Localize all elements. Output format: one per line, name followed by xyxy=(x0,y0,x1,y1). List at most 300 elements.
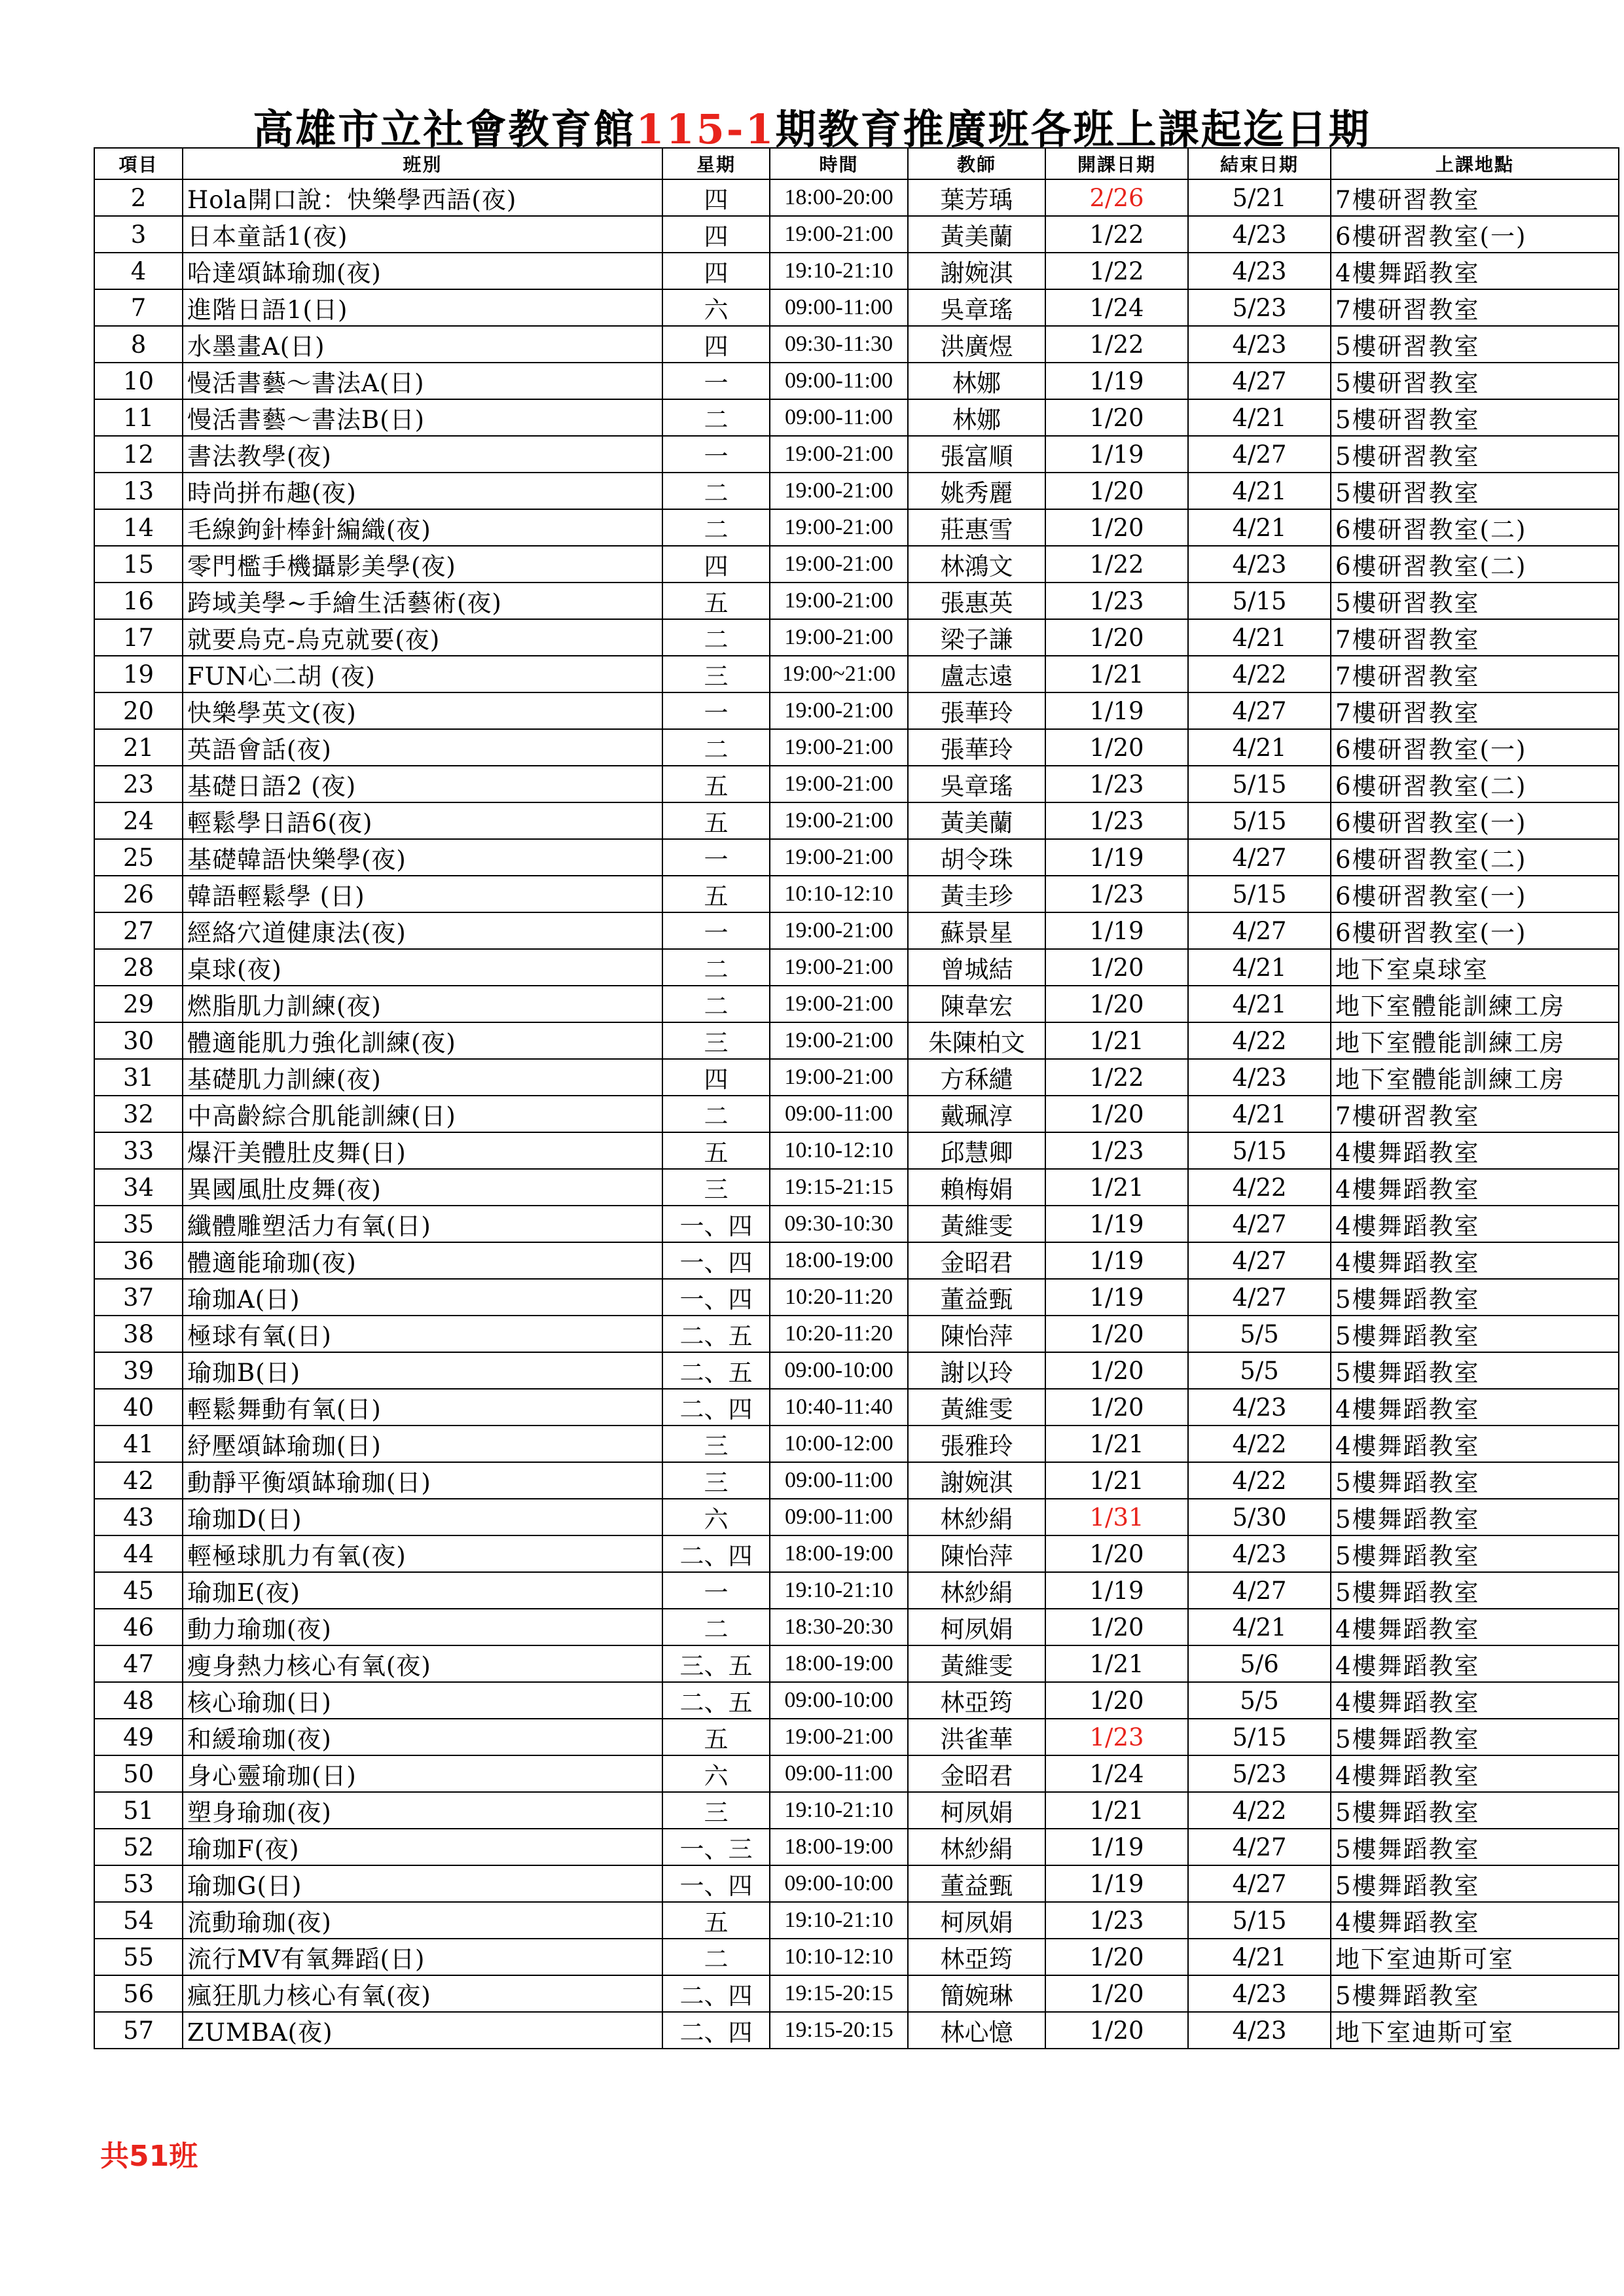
cell-location: 4樓舞蹈教室 xyxy=(1331,1426,1619,1462)
title-suffix: 期教育推廣班各班上課起迄日期 xyxy=(775,105,1371,153)
cell-time: 19:00-21:00 xyxy=(770,619,908,656)
cell-start-date: 1/19 xyxy=(1045,692,1188,729)
cell-time: 09:00-11:00 xyxy=(770,1462,908,1499)
cell-time: 18:30-20:30 xyxy=(770,1609,908,1645)
cell-end-date: 4/22 xyxy=(1188,1022,1331,1059)
cell-no: 54 xyxy=(94,1902,183,1939)
table-row xyxy=(94,1426,1619,1462)
cell-time: 19:00-21:00 xyxy=(770,1022,908,1059)
cell-time: 19:00-21:00 xyxy=(770,912,908,949)
cell-class-name: 和緩瑜珈(夜) xyxy=(183,1719,662,1755)
cell-teacher: 姚秀麗 xyxy=(908,473,1045,509)
cell-teacher: 黃美蘭 xyxy=(908,802,1045,839)
cell-no: 19 xyxy=(94,656,183,692)
cell-class-name: 中高齡綜合肌能訓練(日) xyxy=(183,1096,662,1132)
table-row xyxy=(94,1169,1619,1206)
cell-start-date: 1/19 xyxy=(1045,436,1188,473)
cell-teacher: 謝婉淇 xyxy=(908,253,1045,289)
cell-time: 19:00-21:00 xyxy=(770,986,908,1022)
cell-no: 14 xyxy=(94,509,183,546)
table-row xyxy=(94,1462,1619,1499)
cell-location: 4樓舞蹈教室 xyxy=(1331,1645,1619,1682)
cell-teacher: 吳章瑤 xyxy=(908,289,1045,326)
cell-time: 19:00-21:00 xyxy=(770,509,908,546)
cell-teacher: 洪廣煜 xyxy=(908,326,1045,363)
table-row xyxy=(94,692,1619,729)
page-title xyxy=(0,97,1624,155)
cell-class-name: 體適能肌力強化訓練(夜) xyxy=(183,1022,662,1059)
cell-day: 一 xyxy=(662,692,770,729)
cell-teacher: 胡令珠 xyxy=(908,839,1045,876)
cell-day: 二 xyxy=(662,1609,770,1645)
cell-class-name: 身心靈瑜珈(日) xyxy=(183,1755,662,1792)
table-row xyxy=(94,949,1619,986)
cell-class-name: 動力瑜珈(夜) xyxy=(183,1609,662,1645)
table-row xyxy=(94,1389,1619,1426)
cell-class-name: 桌球(夜) xyxy=(183,949,662,986)
cell-start-date: 1/23 xyxy=(1045,1719,1188,1755)
cell-start-date: 1/23 xyxy=(1045,802,1188,839)
cell-no: 11 xyxy=(94,399,183,436)
cell-end-date: 5/30 xyxy=(1188,1499,1331,1535)
cell-class-name: 燃脂肌力訓練(夜) xyxy=(183,986,662,1022)
cell-class-name: 基礎日語2 (夜) xyxy=(183,766,662,802)
table-row xyxy=(94,179,1619,216)
cell-teacher: 林紗絹 xyxy=(908,1572,1045,1609)
cell-day: 二、四 xyxy=(662,1535,770,1572)
cell-day: 二、五 xyxy=(662,1682,770,1719)
cell-location: 4樓舞蹈教室 xyxy=(1331,1206,1619,1242)
cell-location: 地下室迪斯可室 xyxy=(1331,2012,1619,2049)
cell-location: 6樓研習教室(二) xyxy=(1331,546,1619,583)
cell-class-name: 韓語輕鬆學 (日) xyxy=(183,876,662,912)
cell-time: 10:20-11:20 xyxy=(770,1279,908,1316)
cell-time: 09:00-10:00 xyxy=(770,1865,908,1902)
cell-class-name: 經絡穴道健康法(夜) xyxy=(183,912,662,949)
cell-start-date: 1/21 xyxy=(1045,1462,1188,1499)
class-total: 共51班 xyxy=(100,2140,198,2173)
cell-end-date: 5/23 xyxy=(1188,1755,1331,1792)
cell-time: 19:10-21:10 xyxy=(770,253,908,289)
cell-teacher: 謝婉淇 xyxy=(908,1462,1045,1499)
cell-location: 5樓舞蹈教室 xyxy=(1331,1829,1619,1865)
cell-location: 地下室體能訓練工房 xyxy=(1331,1059,1619,1096)
table-row xyxy=(94,253,1619,289)
table-row xyxy=(94,1645,1619,1682)
cell-day: 一、四 xyxy=(662,1279,770,1316)
cell-class-name: 慢活書藝～書法B(日) xyxy=(183,399,662,436)
cell-no: 46 xyxy=(94,1609,183,1645)
cell-teacher: 林紗絹 xyxy=(908,1829,1045,1865)
cell-start-date: 1/20 xyxy=(1045,1352,1188,1389)
cell-day: 二 xyxy=(662,1096,770,1132)
cell-teacher: 葉芳瑀 xyxy=(908,179,1045,216)
header-end-date: 結束日期 xyxy=(1188,148,1331,179)
cell-class-name: 瘋狂肌力核心有氧(夜) xyxy=(183,1975,662,2012)
cell-class-name: 輕鬆學日語6(夜) xyxy=(183,802,662,839)
cell-end-date: 5/23 xyxy=(1188,289,1331,326)
cell-start-date: 2/26 xyxy=(1045,179,1188,216)
cell-end-date: 4/23 xyxy=(1188,1975,1331,2012)
cell-time: 18:00-19:00 xyxy=(770,1535,908,1572)
cell-start-date: 1/22 xyxy=(1045,216,1188,253)
cell-day: 六 xyxy=(662,1499,770,1535)
cell-location: 7樓研習教室 xyxy=(1331,289,1619,326)
cell-day: 五 xyxy=(662,876,770,912)
cell-end-date: 5/21 xyxy=(1188,179,1331,216)
cell-no: 10 xyxy=(94,363,183,399)
cell-location: 5樓舞蹈教室 xyxy=(1331,1462,1619,1499)
cell-location: 5樓研習教室 xyxy=(1331,583,1619,619)
table-row xyxy=(94,1719,1619,1755)
cell-class-name: FUN心二胡 (夜) xyxy=(183,656,662,692)
cell-end-date: 4/23 xyxy=(1188,253,1331,289)
cell-end-date: 4/21 xyxy=(1188,473,1331,509)
cell-location: 地下室體能訓練工房 xyxy=(1331,1022,1619,1059)
cell-end-date: 5/15 xyxy=(1188,583,1331,619)
cell-time: 09:00-10:00 xyxy=(770,1352,908,1389)
cell-teacher: 張華玲 xyxy=(908,729,1045,766)
cell-no: 30 xyxy=(94,1022,183,1059)
cell-time: 19:00-21:00 xyxy=(770,729,908,766)
cell-end-date: 4/23 xyxy=(1188,1389,1331,1426)
cell-time: 10:40-11:40 xyxy=(770,1389,908,1426)
cell-day: 二 xyxy=(662,986,770,1022)
table-row xyxy=(94,399,1619,436)
table-row xyxy=(94,1829,1619,1865)
cell-location: 4樓舞蹈教室 xyxy=(1331,1682,1619,1719)
cell-class-name: 進階日語1(日) xyxy=(183,289,662,326)
cell-no: 12 xyxy=(94,436,183,473)
cell-teacher: 吳章瑤 xyxy=(908,766,1045,802)
cell-start-date: 1/19 xyxy=(1045,1572,1188,1609)
cell-teacher: 黃圭珍 xyxy=(908,876,1045,912)
cell-class-name: 英語會話(夜) xyxy=(183,729,662,766)
cell-teacher: 張華玲 xyxy=(908,692,1045,729)
table-row xyxy=(94,1206,1619,1242)
cell-time: 18:00-19:00 xyxy=(770,1645,908,1682)
cell-end-date: 4/21 xyxy=(1188,986,1331,1022)
cell-start-date: 1/22 xyxy=(1045,253,1188,289)
cell-end-date: 4/27 xyxy=(1188,1242,1331,1279)
cell-time: 19:00-21:00 xyxy=(770,546,908,583)
cell-class-name: 體適能瑜珈(夜) xyxy=(183,1242,662,1279)
cell-teacher: 林亞筠 xyxy=(908,1939,1045,1975)
cell-class-name: 零門檻手機攝影美學(夜) xyxy=(183,546,662,583)
cell-start-date: 1/20 xyxy=(1045,1682,1188,1719)
cell-end-date: 4/27 xyxy=(1188,1279,1331,1316)
cell-time: 19:00-21:00 xyxy=(770,473,908,509)
cell-time: 19:15-21:15 xyxy=(770,1169,908,1206)
table-row xyxy=(94,583,1619,619)
cell-no: 25 xyxy=(94,839,183,876)
cell-day: 二 xyxy=(662,1939,770,1975)
cell-end-date: 5/15 xyxy=(1188,802,1331,839)
cell-time: 18:00-19:00 xyxy=(770,1242,908,1279)
cell-no: 45 xyxy=(94,1572,183,1609)
cell-start-date: 1/19 xyxy=(1045,912,1188,949)
cell-class-name: 基礎肌力訓練(夜) xyxy=(183,1059,662,1096)
cell-location: 4樓舞蹈教室 xyxy=(1331,1242,1619,1279)
cell-start-date: 1/20 xyxy=(1045,1096,1188,1132)
cell-day: 四 xyxy=(662,326,770,363)
cell-class-name: 水墨畫A(日) xyxy=(183,326,662,363)
cell-no: 8 xyxy=(94,326,183,363)
cell-end-date: 4/21 xyxy=(1188,1939,1331,1975)
cell-location: 6樓研習教室(二) xyxy=(1331,509,1619,546)
cell-no: 3 xyxy=(94,216,183,253)
header-time: 時間 xyxy=(770,148,908,179)
cell-no: 42 xyxy=(94,1462,183,1499)
cell-class-name: 輕鬆舞動有氧(日) xyxy=(183,1389,662,1426)
cell-end-date: 4/27 xyxy=(1188,363,1331,399)
cell-class-name: 瘦身熱力核心有氧(夜) xyxy=(183,1645,662,1682)
cell-day: 二、五 xyxy=(662,1316,770,1352)
cell-day: 二 xyxy=(662,473,770,509)
cell-day: 二 xyxy=(662,509,770,546)
cell-location: 6樓研習教室(一) xyxy=(1331,216,1619,253)
cell-time: 10:00-12:00 xyxy=(770,1426,908,1462)
cell-end-date: 4/23 xyxy=(1188,1535,1331,1572)
cell-location: 7樓研習教室 xyxy=(1331,179,1619,216)
cell-end-date: 5/15 xyxy=(1188,1719,1331,1755)
cell-time: 19:00-21:00 xyxy=(770,1719,908,1755)
cell-time: 09:00-11:00 xyxy=(770,1096,908,1132)
cell-day: 一、四 xyxy=(662,1242,770,1279)
table-row xyxy=(94,216,1619,253)
cell-time: 19:00-21:00 xyxy=(770,949,908,986)
cell-no: 53 xyxy=(94,1865,183,1902)
cell-start-date: 1/19 xyxy=(1045,1865,1188,1902)
cell-teacher: 黃維雯 xyxy=(908,1206,1045,1242)
cell-start-date: 1/20 xyxy=(1045,1975,1188,2012)
cell-end-date: 4/23 xyxy=(1188,326,1331,363)
cell-day: 五 xyxy=(662,1719,770,1755)
cell-day: 二 xyxy=(662,949,770,986)
cell-teacher: 董益甄 xyxy=(908,1865,1045,1902)
table-row xyxy=(94,1609,1619,1645)
table-row xyxy=(94,729,1619,766)
cell-start-date: 1/21 xyxy=(1045,1022,1188,1059)
cell-no: 40 xyxy=(94,1389,183,1426)
table-row xyxy=(94,363,1619,399)
cell-start-date: 1/20 xyxy=(1045,1535,1188,1572)
cell-teacher: 黃美蘭 xyxy=(908,216,1045,253)
cell-teacher: 盧志遠 xyxy=(908,656,1045,692)
cell-no: 39 xyxy=(94,1352,183,1389)
cell-class-name: 就要烏克-烏克就要(夜) xyxy=(183,619,662,656)
cell-end-date: 4/22 xyxy=(1188,1462,1331,1499)
cell-no: 23 xyxy=(94,766,183,802)
cell-end-date: 5/15 xyxy=(1188,876,1331,912)
cell-day: 五 xyxy=(662,583,770,619)
cell-location: 6樓研習教室(二) xyxy=(1331,839,1619,876)
cell-end-date: 4/27 xyxy=(1188,1206,1331,1242)
cell-no: 13 xyxy=(94,473,183,509)
cell-location: 5樓研習教室 xyxy=(1331,473,1619,509)
cell-end-date: 4/23 xyxy=(1188,216,1331,253)
cell-no: 48 xyxy=(94,1682,183,1719)
cell-location: 4樓舞蹈教室 xyxy=(1331,1169,1619,1206)
cell-end-date: 4/27 xyxy=(1188,1829,1331,1865)
cell-no: 20 xyxy=(94,692,183,729)
cell-teacher: 林亞筠 xyxy=(908,1682,1045,1719)
cell-no: 51 xyxy=(94,1792,183,1829)
cell-no: 17 xyxy=(94,619,183,656)
table-row xyxy=(94,1022,1619,1059)
cell-no: 35 xyxy=(94,1206,183,1242)
cell-teacher: 陳韋宏 xyxy=(908,986,1045,1022)
cell-no: 57 xyxy=(94,2012,183,2049)
cell-location: 4樓舞蹈教室 xyxy=(1331,1755,1619,1792)
cell-time: 09:00-11:00 xyxy=(770,1499,908,1535)
cell-day: 三、五 xyxy=(662,1645,770,1682)
table-row xyxy=(94,1572,1619,1609)
cell-end-date: 4/21 xyxy=(1188,399,1331,436)
cell-start-date: 1/21 xyxy=(1045,1645,1188,1682)
table-row xyxy=(94,2012,1619,2049)
cell-class-name: 極球有氧(日) xyxy=(183,1316,662,1352)
cell-time: 09:00-11:00 xyxy=(770,363,908,399)
table-row xyxy=(94,1682,1619,1719)
cell-teacher: 黃維雯 xyxy=(908,1389,1045,1426)
cell-time: 09:00-11:00 xyxy=(770,399,908,436)
cell-class-name: 輕極球肌力有氧(夜) xyxy=(183,1535,662,1572)
table-row xyxy=(94,1499,1619,1535)
cell-teacher: 張雅玲 xyxy=(908,1426,1045,1462)
cell-teacher: 謝以玲 xyxy=(908,1352,1045,1389)
cell-teacher: 林心憶 xyxy=(908,2012,1045,2049)
cell-day: 一 xyxy=(662,1572,770,1609)
cell-location: 6樓研習教室(一) xyxy=(1331,802,1619,839)
cell-no: 52 xyxy=(94,1829,183,1865)
cell-end-date: 4/27 xyxy=(1188,692,1331,729)
cell-class-name: 慢活書藝～書法A(日) xyxy=(183,363,662,399)
cell-start-date: 1/24 xyxy=(1045,1755,1188,1792)
cell-end-date: 4/27 xyxy=(1188,1572,1331,1609)
cell-teacher: 賴梅娟 xyxy=(908,1169,1045,1206)
cell-end-date: 4/21 xyxy=(1188,619,1331,656)
cell-location: 4樓舞蹈教室 xyxy=(1331,1389,1619,1426)
cell-class-name: 基礎韓語快樂學(夜) xyxy=(183,839,662,876)
title-term: 115-1 xyxy=(636,105,776,153)
table-row xyxy=(94,802,1619,839)
cell-start-date: 1/20 xyxy=(1045,1316,1188,1352)
cell-no: 7 xyxy=(94,289,183,326)
cell-time: 19:00-21:00 xyxy=(770,766,908,802)
cell-location: 5樓舞蹈教室 xyxy=(1331,1792,1619,1829)
cell-end-date: 5/5 xyxy=(1188,1316,1331,1352)
cell-start-date: 1/31 xyxy=(1045,1499,1188,1535)
cell-time: 10:10-12:10 xyxy=(770,876,908,912)
cell-teacher: 梁子謙 xyxy=(908,619,1045,656)
header-start-date: 開課日期 xyxy=(1045,148,1188,179)
cell-location: 5樓舞蹈教室 xyxy=(1331,1572,1619,1609)
table-row xyxy=(94,1242,1619,1279)
cell-location: 5樓研習教室 xyxy=(1331,399,1619,436)
cell-day: 一 xyxy=(662,912,770,949)
cell-teacher: 林鴻文 xyxy=(908,546,1045,583)
cell-location: 7樓研習教室 xyxy=(1331,619,1619,656)
cell-no: 31 xyxy=(94,1059,183,1096)
cell-location: 4樓舞蹈教室 xyxy=(1331,253,1619,289)
cell-no: 24 xyxy=(94,802,183,839)
cell-teacher: 董益甄 xyxy=(908,1279,1045,1316)
cell-start-date: 1/20 xyxy=(1045,399,1188,436)
cell-location: 5樓舞蹈教室 xyxy=(1331,1975,1619,2012)
table-row xyxy=(94,876,1619,912)
table-row xyxy=(94,1939,1619,1975)
cell-no: 44 xyxy=(94,1535,183,1572)
cell-no: 36 xyxy=(94,1242,183,1279)
cell-teacher: 張富順 xyxy=(908,436,1045,473)
header-day: 星期 xyxy=(662,148,770,179)
cell-day: 一 xyxy=(662,363,770,399)
cell-start-date: 1/19 xyxy=(1045,363,1188,399)
cell-time: 10:10-12:10 xyxy=(770,1132,908,1169)
cell-start-date: 1/20 xyxy=(1045,473,1188,509)
cell-location: 地下室桌球室 xyxy=(1331,949,1619,986)
cell-teacher: 陳怡萍 xyxy=(908,1316,1045,1352)
cell-day: 二、四 xyxy=(662,1389,770,1426)
schedule-table xyxy=(94,147,1619,2049)
cell-time: 18:00-19:00 xyxy=(770,1829,908,1865)
cell-day: 一、四 xyxy=(662,1865,770,1902)
cell-teacher: 朱陳柏文 xyxy=(908,1022,1045,1059)
cell-teacher: 林娜 xyxy=(908,399,1045,436)
cell-class-name: 爆汗美體肚皮舞(日) xyxy=(183,1132,662,1169)
table-row xyxy=(94,289,1619,326)
table-row xyxy=(94,1902,1619,1939)
cell-end-date: 5/5 xyxy=(1188,1352,1331,1389)
cell-class-name: 瑜珈E(夜) xyxy=(183,1572,662,1609)
cell-class-name: Hola開口說：快樂學西語(夜) xyxy=(183,179,662,216)
cell-end-date: 4/23 xyxy=(1188,1059,1331,1096)
table-row xyxy=(94,1059,1619,1096)
cell-class-name: 纖體雕塑活力有氧(日) xyxy=(183,1206,662,1242)
cell-end-date: 4/21 xyxy=(1188,509,1331,546)
cell-time: 09:30-10:30 xyxy=(770,1206,908,1242)
cell-end-date: 5/15 xyxy=(1188,1902,1331,1939)
cell-no: 41 xyxy=(94,1426,183,1462)
cell-end-date: 4/21 xyxy=(1188,1609,1331,1645)
cell-location: 7樓研習教室 xyxy=(1331,1096,1619,1132)
cell-start-date: 1/19 xyxy=(1045,1829,1188,1865)
cell-day: 四 xyxy=(662,253,770,289)
cell-class-name: 日本童話1(夜) xyxy=(183,216,662,253)
cell-no: 56 xyxy=(94,1975,183,2012)
cell-location: 5樓舞蹈教室 xyxy=(1331,1279,1619,1316)
cell-end-date: 4/27 xyxy=(1188,912,1331,949)
table-row xyxy=(94,473,1619,509)
cell-teacher: 柯夙娟 xyxy=(908,1609,1045,1645)
table-row xyxy=(94,436,1619,473)
cell-end-date: 5/15 xyxy=(1188,766,1331,802)
cell-time: 19:00-21:00 xyxy=(770,802,908,839)
cell-no: 32 xyxy=(94,1096,183,1132)
cell-start-date: 1/19 xyxy=(1045,1279,1188,1316)
cell-start-date: 1/23 xyxy=(1045,876,1188,912)
cell-time: 19:10-21:10 xyxy=(770,1572,908,1609)
cell-no: 26 xyxy=(94,876,183,912)
cell-class-name: 毛線鉤針棒針編織(夜) xyxy=(183,509,662,546)
cell-day: 四 xyxy=(662,179,770,216)
cell-day: 三 xyxy=(662,1169,770,1206)
cell-location: 5樓研習教室 xyxy=(1331,436,1619,473)
cell-class-name: 哈達頌缽瑜珈(夜) xyxy=(183,253,662,289)
cell-day: 二 xyxy=(662,399,770,436)
cell-end-date: 4/21 xyxy=(1188,949,1331,986)
